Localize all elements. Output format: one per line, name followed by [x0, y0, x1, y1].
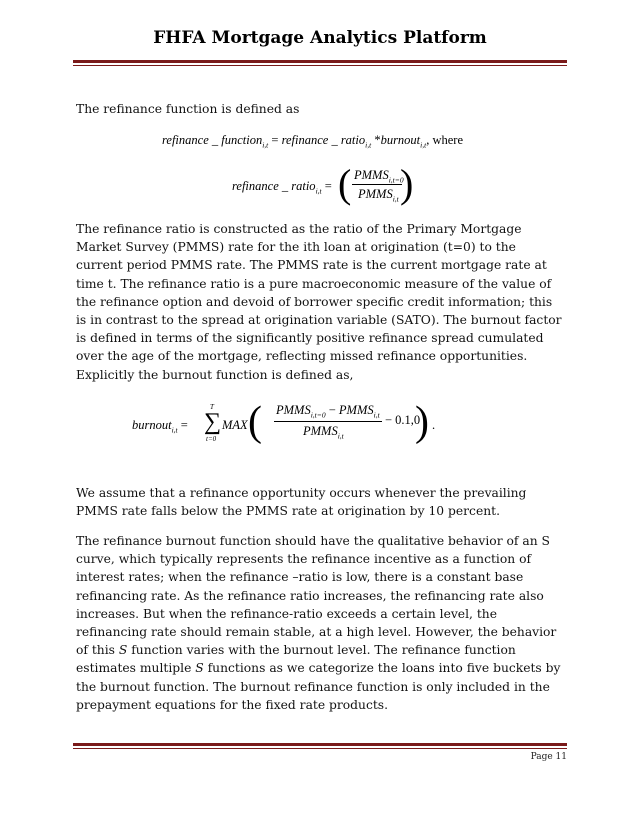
eq2-lhs: refinance _ ratio$_{i,t}$ = [232, 179, 332, 196]
eq3-max: MAX [222, 418, 248, 432]
footer-rule-thin [73, 748, 567, 749]
equation-refinance-function [162, 133, 463, 150]
paragraph-s-curve: The refinance burnout function should have the qualitative behavior of an S curve, which typically represents the refinance incentive as a function of interest rates; when the refinance –ratio is low, there is a constant base refinancing rate. As the refinance ratio increases, the refinancing rate also increases. But when the refinance-ratio exceeds a certain level, the refinancing rate should remain stable, at a high level. However, the behavior of this S function varies with the burnout level. The refinance function estimates multiple S functions as we categorize the loans into five buckets by the burnout function. The burnout refinance function is only included in the prepayment equations for the fixed rate products. [76, 534, 561, 712]
page-header-title: FHFA Mortgage Analytics Platform [153, 28, 487, 48]
eq3-numerator: $PMMS_{i,t=0}$ − $PMMS_{i,t}$ [276, 403, 380, 420]
equation-burnout [132, 397, 452, 445]
eq3-sum-lower: t=0 [206, 435, 217, 443]
page-number: Page 11 [530, 752, 567, 762]
eq1-op: * [374, 133, 381, 147]
eq2-fraction-bar [352, 184, 402, 185]
eq2-right-paren: ) [400, 161, 414, 206]
s-function-italic: S [195, 661, 204, 676]
s-function-italic: S [118, 643, 128, 658]
eq3-fraction-bar [274, 421, 382, 422]
eq3-denominator: $PMMS_{i,t}$ [303, 424, 344, 441]
eq1-rhs: burnout [380, 133, 421, 147]
eq1-lhs-sub: i,t [262, 140, 269, 150]
eq1-rhs-sub: i,t [420, 140, 427, 150]
eq2-left-paren: ( [338, 161, 352, 206]
intro-text: The refinance function is defined as [76, 102, 300, 116]
paragraph-refinance-opportunity: We assume that a refinance opportunity occurs whenever the prevailing PMMS rate falls below the PMMS rate at origination by 10 percent. [76, 486, 527, 519]
eq3-sum-sign: ∑ [204, 409, 222, 435]
eq3-left-paren: ( [248, 399, 262, 445]
footer-rule-thick [73, 743, 567, 746]
eq3-lhs: burnout$_{i,t}$ = [132, 418, 188, 435]
header-rule-thin [73, 65, 567, 66]
eq1-equals: = [271, 133, 279, 147]
eq1-lhs: refinance _ function [162, 133, 263, 147]
eq3-period: . [432, 418, 436, 432]
eq3-right-paren: ) [415, 399, 429, 445]
paragraph-refinance-ratio: The refinance ratio is constructed as the ratio of the Primary Mortgage Market Survey (PMMS) rate for the ith loan at origination (t=0) to the current period PMMS rate. The PMMS rate is the current mortgage rate at time t. The refinance ratio is a pure macroeconomic measure of the value of the refinance option and devoid of borrower specific credit information; this is in contrast to the spread at origination variable (SATO). The burnout factor is defined in terms of the significantly positive refinance spread cumulated over the age of the mortgage, reflecting missed refinance opportunities. Explicitly the burnout function is defined as, [76, 222, 562, 382]
eq1-mid: refinance _ ratio [281, 133, 366, 147]
eq1-where: , where [426, 133, 463, 147]
eq2-numerator: $PMMS_{i,t=0}$ [354, 168, 404, 185]
eq1-mid-sub: i,t [365, 140, 372, 150]
equation-refinance-ratio [232, 161, 432, 208]
eq3-sum-upper: T [210, 403, 214, 411]
eq2-denominator: $PMMS_{i,t}$ [358, 187, 399, 204]
header-rule-thick [73, 60, 567, 63]
eq3-tail: − 0.1,0 [385, 413, 421, 427]
